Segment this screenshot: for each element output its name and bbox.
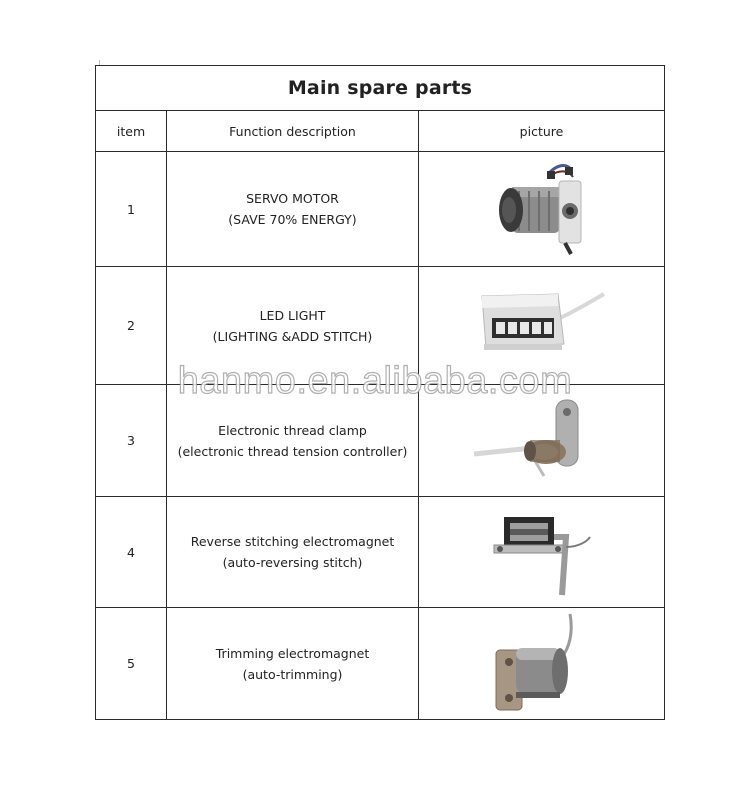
header-item: item xyxy=(96,111,167,152)
header-row xyxy=(96,111,665,152)
description-subline: (electronic thread tension controller) xyxy=(177,443,408,459)
function-description xyxy=(167,267,419,385)
item-number: 2 xyxy=(96,267,167,385)
header-picture: picture xyxy=(419,111,665,152)
thread-clamp-image xyxy=(472,396,612,486)
description-line: Reverse stitching electromagnet xyxy=(190,534,395,549)
description-line: SERVO MOTOR xyxy=(246,191,339,206)
servo-motor-image xyxy=(487,159,597,259)
reverse-electromagnet-image xyxy=(482,507,602,597)
spare-parts-table xyxy=(95,65,665,720)
function-description xyxy=(167,497,419,608)
description-line: LED LIGHT xyxy=(259,307,326,323)
description-subline: (auto-reversing stitch) xyxy=(222,555,363,570)
item-number: 5 xyxy=(96,608,167,720)
table-row xyxy=(96,608,665,720)
description-subline: (auto-trimming) xyxy=(242,666,343,682)
description-line: Trimming electromagnet xyxy=(215,645,370,661)
table-title: Main spare parts xyxy=(96,66,665,111)
table-row xyxy=(96,152,665,267)
header-function: Function description xyxy=(167,111,419,152)
title-row xyxy=(96,66,665,111)
description-subline: (SAVE 70% ENERGY) xyxy=(228,212,357,227)
picture-cell xyxy=(419,267,665,385)
table-row xyxy=(96,497,665,608)
item-number: 1 xyxy=(96,152,167,267)
table-row xyxy=(96,267,665,385)
picture-cell xyxy=(419,152,665,267)
table-row xyxy=(96,385,665,497)
item-number: 3 xyxy=(96,385,167,497)
watermark: hanmo.en.alibaba.com xyxy=(177,360,573,402)
function-description xyxy=(167,152,419,267)
led-light-image xyxy=(472,286,612,366)
item-number: 4 xyxy=(96,497,167,608)
picture-cell xyxy=(419,385,665,497)
function-description xyxy=(167,608,419,720)
trimming-electromagnet-image xyxy=(482,612,602,716)
description-subline: (LIGHTING &ADD STITCH) xyxy=(212,328,373,344)
picture-cell xyxy=(419,608,665,720)
picture-cell xyxy=(419,497,665,608)
function-description xyxy=(167,385,419,497)
description-line: Electronic thread clamp xyxy=(218,422,367,438)
